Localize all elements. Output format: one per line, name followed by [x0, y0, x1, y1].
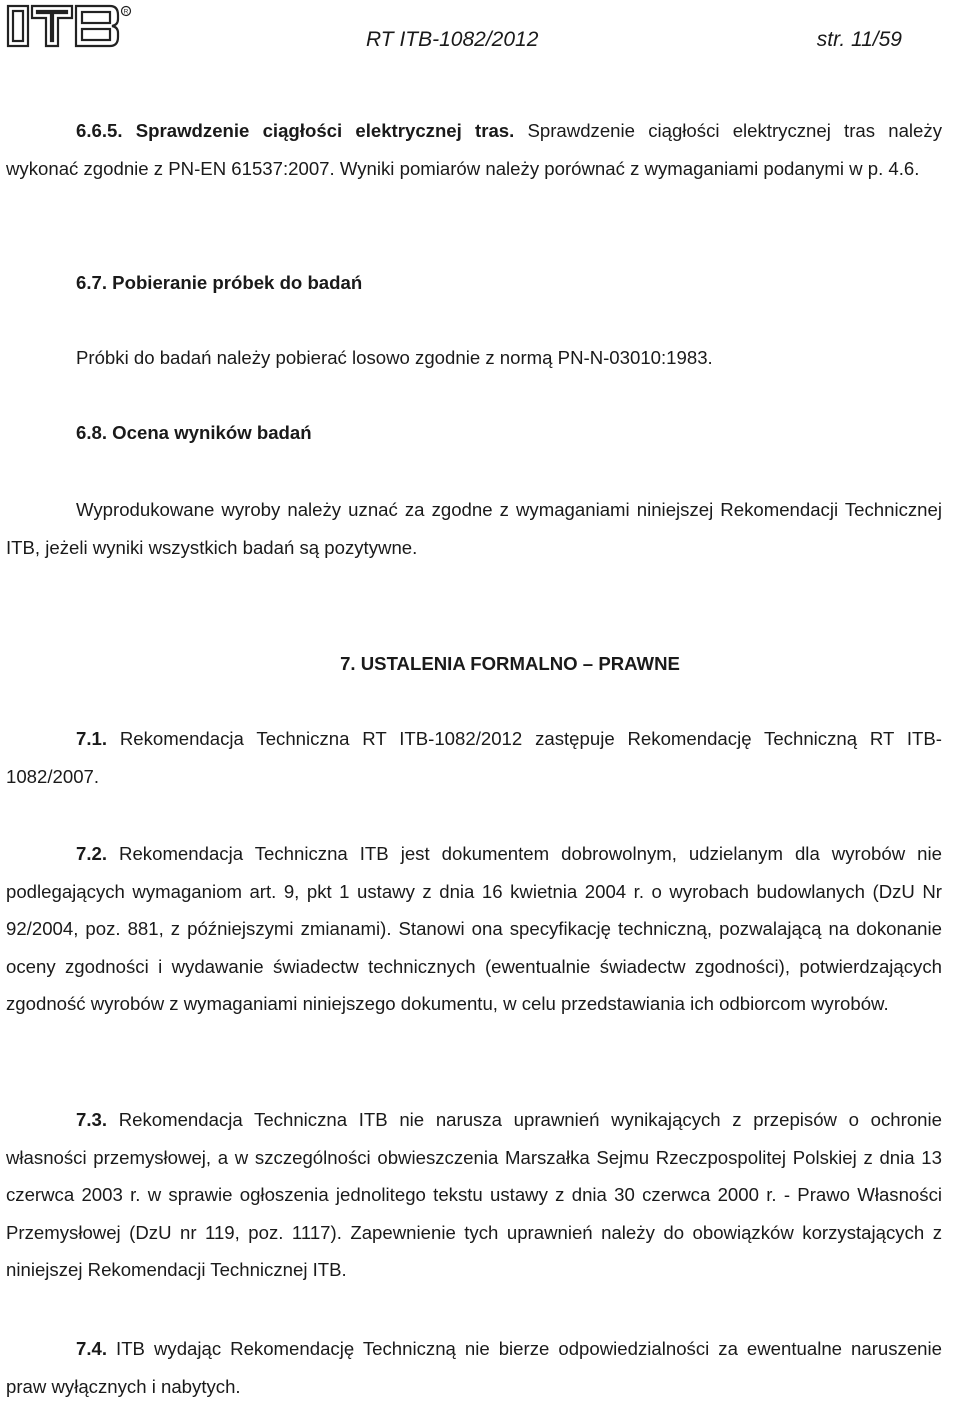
section-7-3 — [6, 1101, 942, 1289]
section-number: 7.3. — [76, 1109, 108, 1130]
section-text: ITB wydając Rekomendację Techniczną nie bierze odpowiedzialności za ewentualne naruszenie praw wyłącznych i nabytych. — [6, 1338, 942, 1397]
section-text: Sprawdzenie ciągłości elektrycznej tras należy wykonać zgodnie z PN-EN 61537:2007. Wyniki pomiarów należy porównać z wymaganiami podanymi w p. 4.6. — [6, 120, 942, 179]
section-text: Rekomendacja Techniczna ITB jest dokumentem dobrowolnym, udzielanym dla wyrobów nie podlegających wymaganiom art. 9, pkt 1 ustawy z dnia 16 kwietnia 2004 r. o wyrobach budowlanych (DzU Nr 92/2004, poz. 881, z późniejszymi zmianami). Stanowi ona specyfikację techniczną, pozwalającą na dokonanie oceny zgodności i wydawanie świadectw technicznych (ewentualnie świadectw zgodności), potwierdzających zgodność wyrobów z wymaganiami niniejszego dokumentu, w celu przedstawiania ich odbiorcom wyrobów. — [6, 843, 942, 1015]
page-number: str. 11/59 — [816, 28, 902, 51]
section-6-7-text: Próbki do badań należy pobierać losowo zgodnie z normą PN-N-03010:1983. — [76, 347, 713, 368]
section-6-8-heading: 6.8. Ocena wyników badań — [76, 422, 312, 443]
section-title: Sprawdzenie ciągłości elektrycznej tras. — [135, 120, 515, 141]
section-text: Rekomendacja Techniczna RT ITB-1082/2012 zastępuje Rekomendację Techniczną RT ITB-1082/2007. — [6, 728, 942, 787]
section-number: 7.4. — [76, 1338, 108, 1359]
document-id: RT ITB-1082/2012 — [366, 28, 539, 51]
section-7-heading: 7. USTALENIA FORMALNO – PRAWNE — [340, 653, 680, 674]
section-text: Rekomendacja Techniczna ITB nie narusza uprawnień wynikających z przepisów o ochronie własności przemysłowej, a w szczególności obwieszczenia Marszałka Sejmu Rzeczpospolitej Polskiej z dnia 13 czerwca 2003 r. w sprawie ogłoszenia jednolitego tekstu ustawy z dnia 30 czerwca 2000 r. - Prawo Własności Przemysłowej (DzU nr 119, poz. 1117). Zapewnienie tych uprawnień należy do obowiązków korzystających z niniejszej Rekomendacji Technicznej ITB. — [6, 1109, 942, 1281]
itb-logo — [6, 4, 132, 48]
section-number: 7.2. — [76, 843, 108, 864]
section-7-4 — [6, 1330, 942, 1405]
svg-text:R: R — [123, 8, 129, 16]
section-6-7-heading: 6.7. Pobieranie próbek do badań — [76, 272, 363, 293]
section-6-6-5 — [6, 112, 942, 187]
section-6-8-text: Wyprodukowane wyroby należy uznać za zgodne z wymaganiami niniejszej Rekomendacji Technicznej ITB, jeżeli wyniki wszystkich badań są pozytywne. — [6, 499, 942, 558]
section-7-2 — [6, 835, 942, 1023]
section-number: 6.6.5. — [76, 120, 123, 141]
section-number: 7.1. — [76, 728, 108, 749]
section-7-1 — [6, 720, 942, 795]
